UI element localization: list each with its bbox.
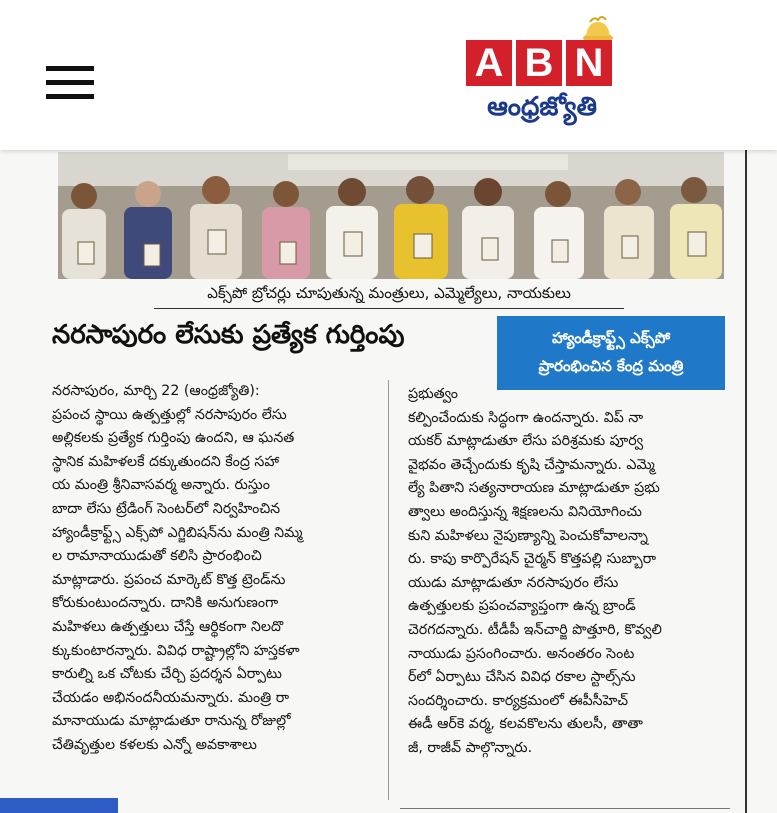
article-text-line: య మంత్రి శ్రీనివాసవర్మ అన్నారు. రుస్తుం [52,477,270,494]
menu-bar-bottom [46,94,94,99]
article-column-left [52,380,372,758]
logo-letter-b: B [516,40,562,86]
logo-letter-a: A [466,40,512,86]
article-headline: నరసాపురం లేసుకు ప్రత్యేక గుర్తింపు [52,320,405,350]
article-text-line: చేయడం అభినందనీయమన్నారు. మంత్రి రా [52,689,290,706]
article-text-line: కల్పించేందుకు సిద్ధంగా ఉందన్నారు. విప్ నా [408,409,644,426]
clipping-right-border [745,150,747,813]
article-text-line: ఉత్పత్తులకు ప్రపంచవ్యాప్తంగా ఉన్న బ్రాండ్ [408,598,636,615]
newspaper-clipping [0,150,777,813]
article-text-line: ర్‌లో ఏర్పాటు చేసిన వివిధ రకాల స్టాల్స్‌ను [408,669,636,686]
article-text-line: వైభవం తెచ్చేందుకు కృషి చేస్తామన్నారు. ఎమ్మె [408,456,655,473]
article-text-line: చెరగదన్నారు. టీడీపీ ఇన్‌చార్జి పొత్తూరి, కొవ్వలి [408,621,662,638]
article-text-line: త్వాలు అందిస్తున్న శిక్షణలను వినియోగించు [408,503,642,520]
menu-bar-middle [46,80,94,85]
bottom-rule [400,808,730,809]
article-text-line: యకర్ మాట్లాడుతూ లేసు పరిశ్రమకు పూర్వ [408,433,644,450]
article-text-line: ల రామానాయుడుతో కలిసి ప్రారంభించి [52,548,262,565]
article-text-line: సందర్శించారు. కార్యక్రమంలో ఈపీసీహెచ్ [408,692,629,709]
article-text-line: రు. కాపు కార్పొరేషన్ చైర్మన్ కొత్తపల్లి సుబ్బారా [408,551,657,568]
article-text-line: యుడు మాట్లాడుతూ నరసాపురం లేసు [408,574,619,591]
article-text-line: చేతివృత్తుల కళలకు ఎన్నో అవకాశాలు [52,736,257,753]
logo-letters [466,40,612,86]
article-text-line: జీ, రాజీవ్ పాల్గొన్నారు. [408,739,533,756]
event-photo [58,152,724,279]
logo-subtitle: ఆంధ్రజ్యోతి [487,92,597,122]
article-text-line: ఈడీ ఆర్‌కె వర్మ, కలవకొలను తులసీ, తాతా [408,716,643,733]
article-text-line: అల్లికలకు ప్రత్యేక గుర్తింపు ఉందని, ఆ ఘనత [52,430,295,447]
article-column-right [408,383,728,761]
article-text-line: బాదా లేసు ట్రేడింగ్ సెంటర్‌లో నిర్వహించిన [52,500,281,517]
article-text-line: ప్రపంచ స్థాయి ఉత్పత్తుల్లో నరసాపురం లేసు [52,406,287,423]
article-text-line: కారుల్ని ఒక చోటకు చేర్చి ప్రదర్శన ఏర్పాటు [52,666,282,683]
hamburger-menu-icon[interactable] [46,66,94,102]
event-photo-illustration [58,152,724,279]
photo-caption: ఎక్స్‌పో బ్రోచర్లు చూపుతున్న మంత్రులు, ఎమ్మెల్యేలు, నాయకులు [154,284,624,309]
article-text-line: నాయుడు ప్రసంగించారు. అనంతరం సెంట [408,645,635,662]
article-text-line: కుని మహిళలు నైపుణ్యాన్ని పెంచుకోవాలన్నా [408,527,648,544]
subhead-line-2: ప్రారంభించిన కేంద్ర మంత్రి [538,357,684,375]
article-text-line: ప్రభుత్వం [408,386,458,402]
article-text-line: క్కుకుంటారన్నారు. వివిధ రాష్ట్రాల్లోని హస్తకళా [52,642,300,659]
article-text-line: కోరుకుంటుందన్నారు. దానికి అనుగుణంగా [52,595,279,612]
subhead-line-1: హ్యాండీక్రాఫ్ట్స్ ఎక్స్‌పో [552,329,670,347]
article-text-line: మహిళలు ఉత్పత్తులు చేస్తే ఆర్థికంగా నిలదొ [52,618,284,635]
article-text-line: ల్యే పితాని సత్యనారాయణ మాట్లాడుతూ ప్రభు [408,480,660,497]
article-text-line: మానాయుడు మాట్లాడుతూ రానున్న రోజుల్లో [52,713,291,730]
bottom-left-accent-bar [0,798,118,813]
menu-bar-top [46,66,94,71]
article-text-line: నరసాపురం, మార్చి 22 (ఆంధ్రజ్యోతి): [52,383,260,399]
article-text-line: స్థానిక మహిళలకే దక్కుతుందని కేంద్ర సహా [52,453,279,470]
column-divider [388,380,389,800]
article-subhead-box [497,316,725,390]
logo-letter-n: N [566,40,612,86]
article-text-line: మాట్లాడారు. ప్రపంచ మార్కెట్ కొత్త ట్రెండ్‌ను [52,571,286,588]
article-text-line: హ్యాండీక్రాఫ్ట్స్ ఎక్స్‌పో ఎగ్జిబిషన్‌ను మంత్రి నిమ్మ [52,524,303,541]
app-header [0,0,777,150]
abn-andhrajyothy-logo[interactable] [462,12,622,137]
